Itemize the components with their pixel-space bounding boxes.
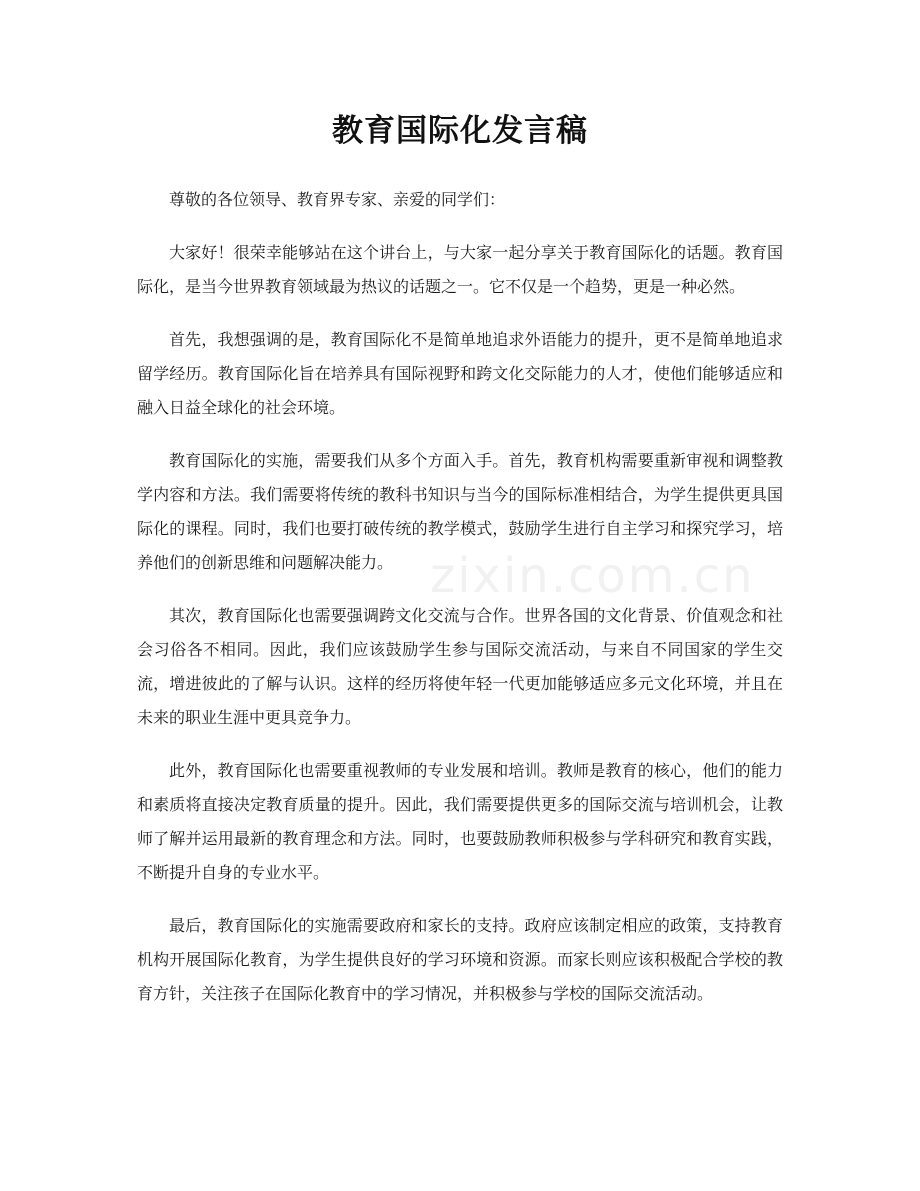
greeting-paragraph: 尊敬的各位领导、教育界专家、亲爱的同学们： <box>169 190 506 209</box>
paragraph-implementation: 教育国际化的实施，需要我们从多个方面入手。首先，教育机构需要重新审视和调整教学内容和方法。我们需要将传统的教科书知识与当今的国际标准相结合，为学生提供更具国际化的课程。同时，我们也要打破传统的教学模式，鼓励学生进行自主学习和探究学习，培养他们的创新思维和问题解决能力。 <box>137 451 783 572</box>
document-title: 教育国际化发言稿 <box>332 113 588 149</box>
paragraph-cross-cultural: 其次，教育国际化也需要强调跨文化交流与合作。世界各国的文化背景、价值观念和社会习俗各不相同。因此，我们应该鼓励学生参与国际交流活动，与来自不同国家的学生交流，增进彼此的了解与认识。这样的经历将使年轻一代更加能够适应多元文化环境，并且在未来的职业生涯中更具竞争力。 <box>137 606 783 727</box>
paragraph-teacher-development: 此外，教育国际化也需要重视教师的专业发展和培训。教师是教育的核心，他们的能力和素质将直接决定教育质量的提升。因此，我们需要提供更多的国际交流与培训机会，让教师了解并运用最新的教育理念和方法。同时，也要鼓励教师积极参与学科研究和教育实践，不断提升自身的专业水平。 <box>137 761 783 882</box>
document-body <box>137 183 783 1030</box>
paragraph-conclusion: 最后，教育国际化的实施需要政府和家长的支持。政府应该制定相应的政策，支持教育机构开展国际化教育，为学生提供良好的学习环境和资源。而家长则应该积极配合学校的教育方针，关注孩子在国际化教育中的学习情况，并积极参与学校的国际交流活动。 <box>137 916 783 1003</box>
paragraph-intro: 大家好！很荣幸能够站在这个讲台上，与大家一起分享关于教育国际化的话题。教育国际化，是当今世界教育领域最为热议的话题之一。它不仅是一个趋势，更是一种必然。 <box>137 243 783 296</box>
watermark: zixin.com.cn <box>430 548 755 604</box>
paragraph-first-point: 首先，我想强调的是，教育国际化不是简单地追求外语能力的提升，更不是简单地追求留学经历。教育国际化旨在培养具有国际视野和跨文化交际能力的人才，使他们能够适应和融入日益全球化的社会环境。 <box>137 330 783 417</box>
